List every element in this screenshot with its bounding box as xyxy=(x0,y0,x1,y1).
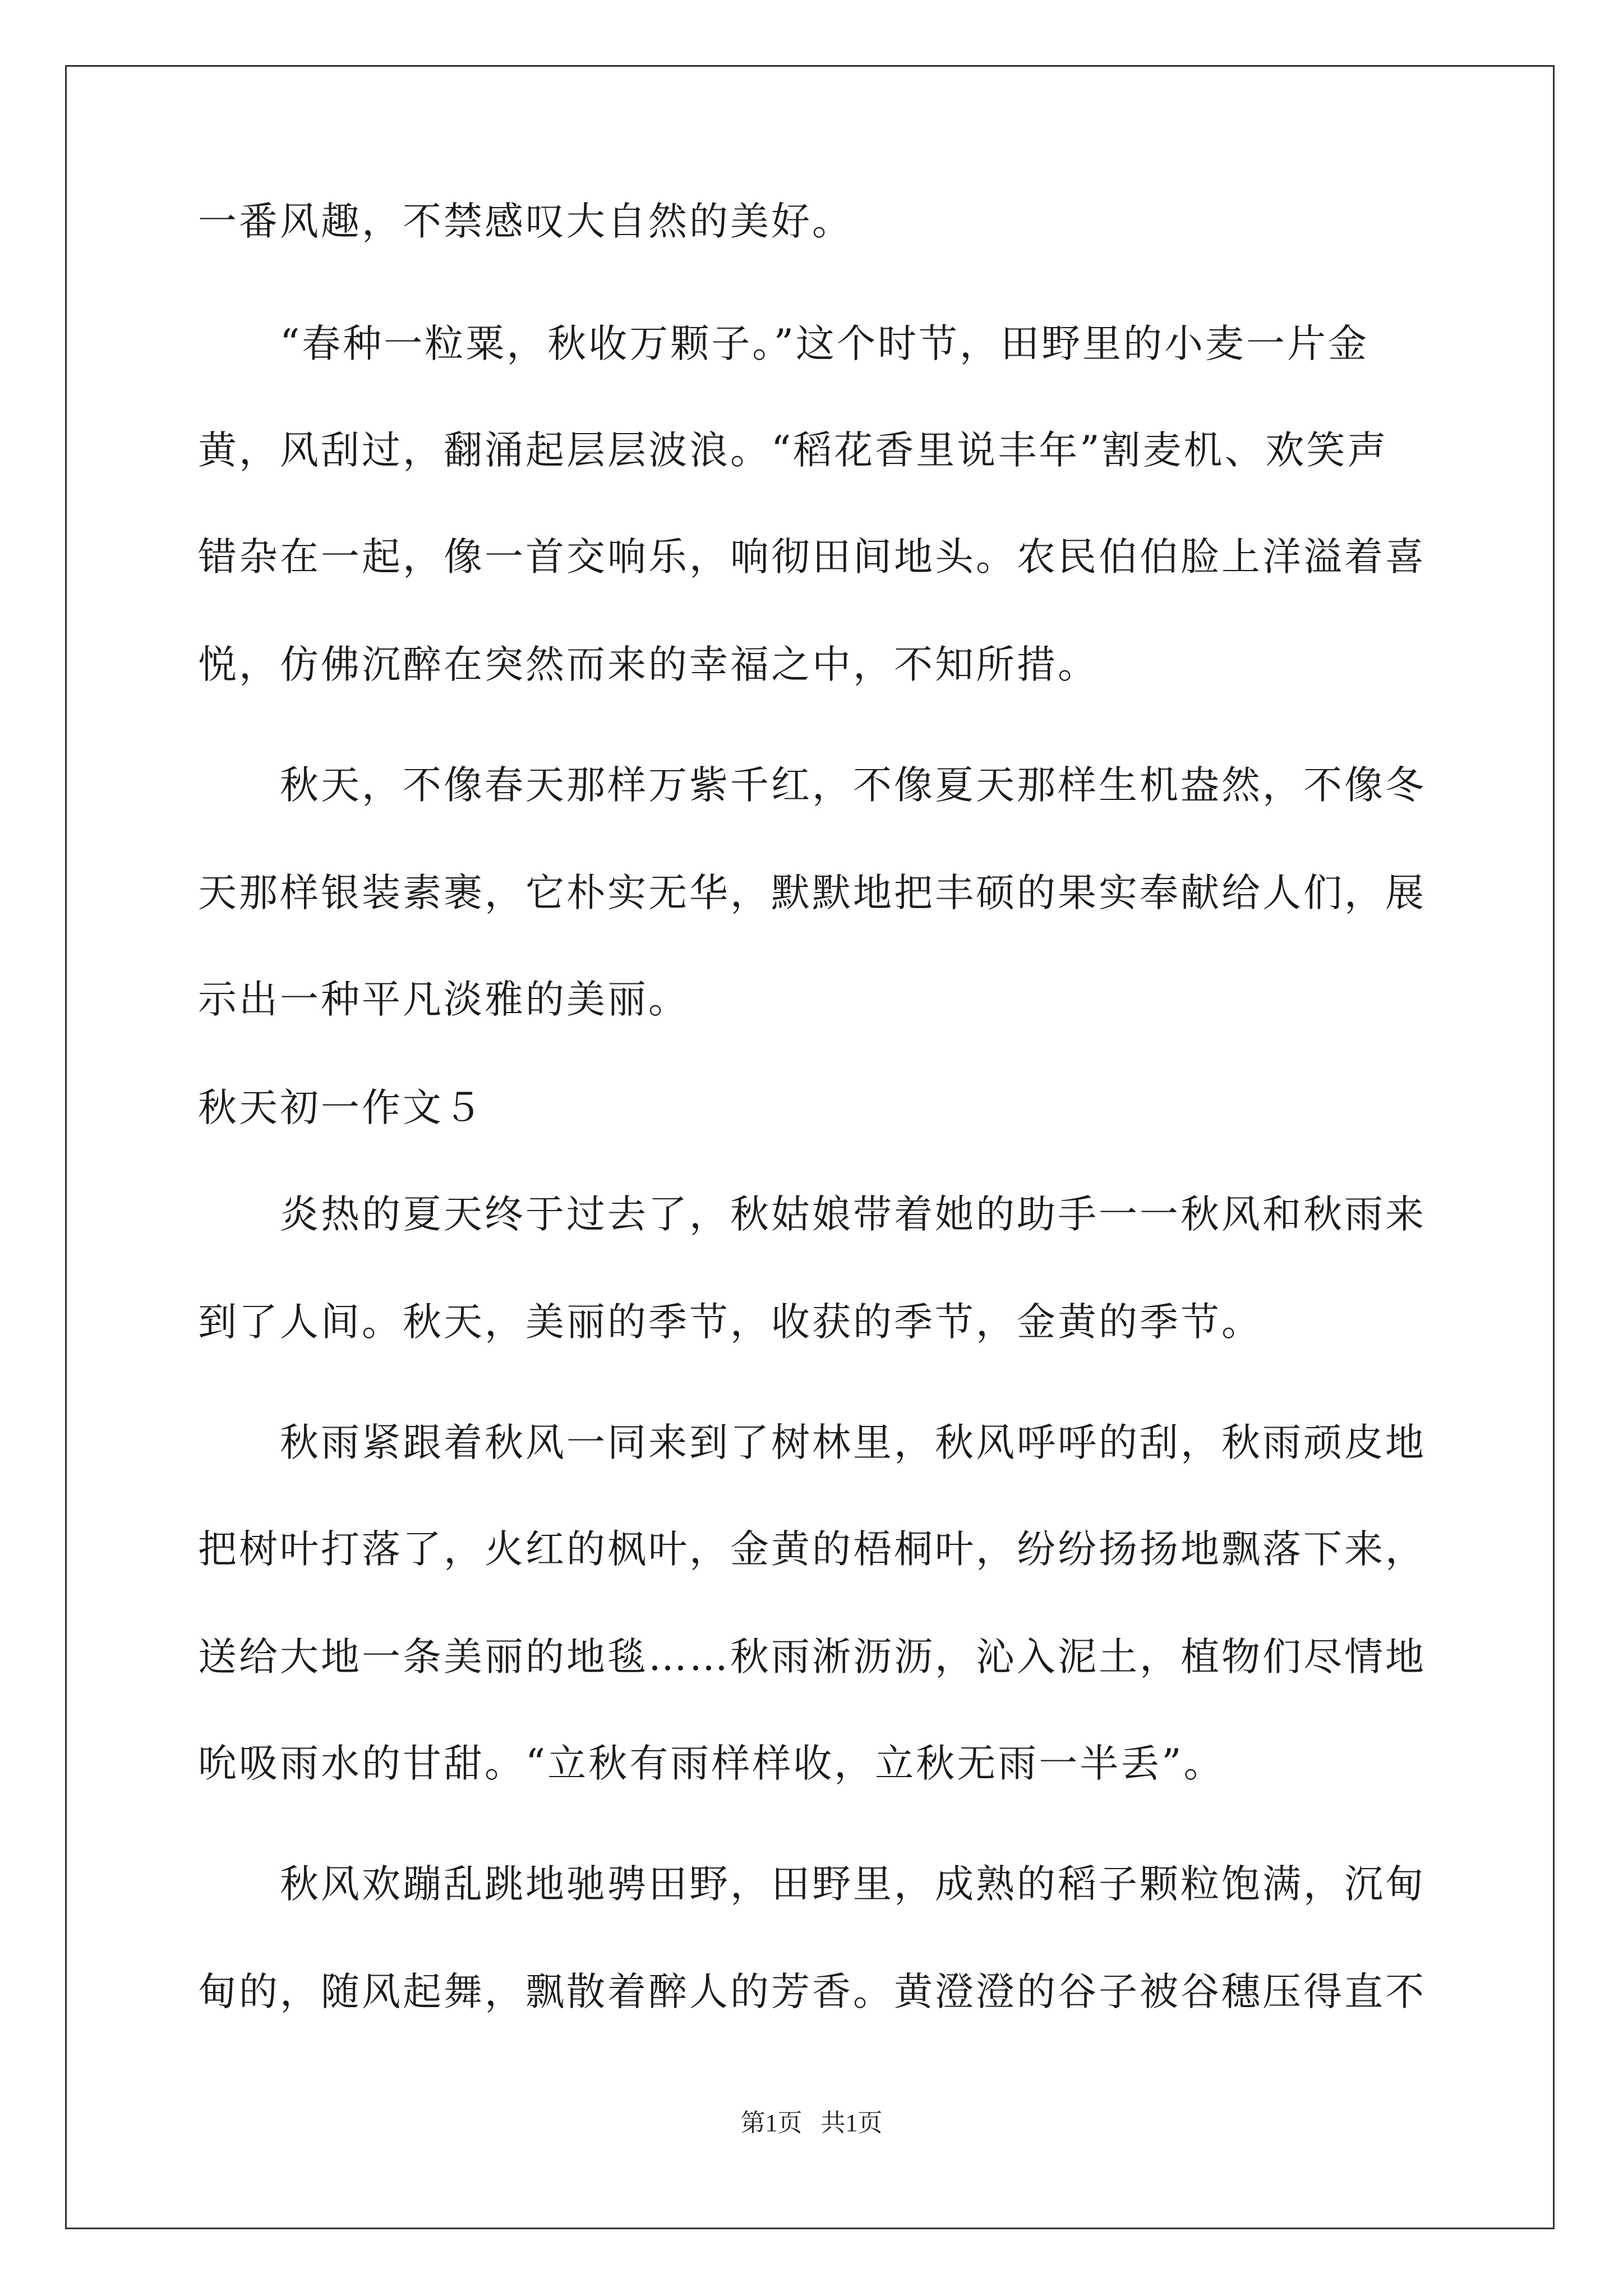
text-line: 炎热的夏天终于过去了，秋姑娘带着她的助手一一秋风和秋雨来 xyxy=(280,1192,1426,1237)
text-line: 示出一种平凡淡雅的美丽。 xyxy=(198,977,689,1022)
text-line: 秋风欢蹦乱跳地驰骋田野，田野里，成熟的稻子颗粒饱满，沉甸 xyxy=(280,1862,1426,1907)
text-line: 错杂在一起，像一首交响乐，响彻田间地头。农民伯伯脸上洋溢着喜 xyxy=(198,535,1426,579)
text-line: 秋天，不像春天那样万紫千红，不像夏天那样生机盎然，不像冬 xyxy=(280,763,1426,808)
page-footer: 第1页 共1页 xyxy=(740,2109,883,2137)
text-line: 一番风趣，不禁感叹大自然的美好。 xyxy=(198,199,853,244)
text-line: 甸的，随风起舞，飘散着醉人的芳香。黄澄澄的谷子被谷穗压得直不 xyxy=(198,1970,1426,2014)
text-line: 到了人间。秋天，美丽的季节，收获的季节，金黄的季节。 xyxy=(198,1300,1262,1345)
text-line: 天那样银装素裹，它朴实无华，默默地把丰硕的果实奉献给人们，展 xyxy=(198,871,1426,915)
text-line: 悦，仿佛沉醉在突然而来的幸福之中，不知所措。 xyxy=(198,642,1099,687)
text-line: 吮吸雨水的甘甜。“立秋有雨样样收，立秋无雨一半丢”。 xyxy=(198,1741,1225,1786)
text-line: 把树叶打落了，火红的枫叶，金黄的梧桐叶，纷纷扬扬地飘落下来， xyxy=(198,1527,1426,1572)
text-line: 送给大地一条美丽的地毯……秋雨淅沥沥，沁入泥土，植物们尽情地 xyxy=(198,1635,1426,1680)
section-heading: 秋天初一作文５ xyxy=(198,1085,485,1130)
text-line: “春种一粒粟，秋收万颗子。”这个时节，田野里的小麦一片金 xyxy=(280,321,1370,366)
text-line: 秋雨紧跟着秋风一同来到了树林里，秋风呼呼的刮，秋雨顽皮地 xyxy=(280,1420,1426,1465)
text-line: 黄，风刮过，翻涌起层层波浪。“稻花香里说丰年”割麦机、欢笑声 xyxy=(198,428,1389,473)
